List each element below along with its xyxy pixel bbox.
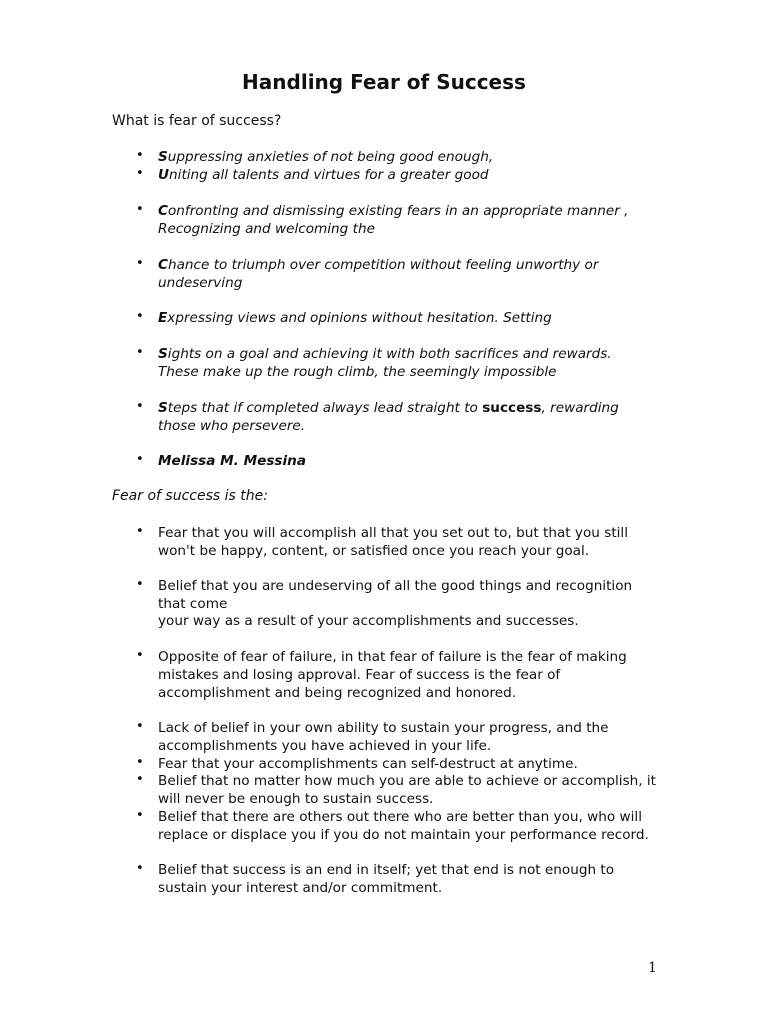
list-item [0,148,658,166]
item-text: Fear that you will accomplish all that you set out to, but that you still won't be happy, content, or satisfied once you reach your goal. [158,525,628,559]
item-text: teps that if completed always lead straight to [167,400,483,416]
item-text: Belief that there are others out there who are better than you, who will replace or displace you if you do not maintain your performance record. [158,809,649,843]
initial-letter: S [158,346,168,362]
initial-letter: S [158,149,168,165]
bullet-icon: • [136,166,144,181]
bullet-icon: • [136,309,144,324]
item-text: Belief that success is an end in itself; yet that end is not enough to sustain your interest and/or commitment. [158,862,615,896]
initial-letter: C [158,257,168,273]
list-item [0,648,646,702]
page-number: 1 [648,960,657,976]
list-item [0,772,658,808]
emphasis-success: success [482,400,542,416]
bullet-icon: • [136,808,144,823]
bullet-icon: • [136,648,144,663]
item-text: onfronting and dismissing existing fears in an appropriate manner , Recognizing and welcoming the [158,203,629,237]
initial-letter: S [158,400,168,416]
item-text: Belief that no matter how much you are able to achieve or accomplish, it will never be enough to sustain success. [158,773,657,807]
bullet-icon: • [136,399,144,414]
list-item [0,452,658,470]
page-title: Handling Fear of Success [242,70,526,94]
section-heading-fear-is: Fear of success is the: [112,488,268,504]
bullet-icon: • [136,148,144,163]
list-item [0,345,633,381]
list-item [0,755,658,773]
item-text-end: , rewarding those who persevere. [158,400,619,434]
list-item [0,524,643,560]
list-item [0,808,658,844]
bullet-icon: • [136,772,144,787]
bullet-icon: • [136,345,144,360]
list-item [0,719,628,755]
list-item [0,399,638,435]
item-text: uppressing anxieties of not being good enough, [167,149,494,165]
initial-letter: E [158,310,168,326]
item-text: hance to triumph over competition without feeling unworthy or undeserving [158,257,599,291]
initial-letter: C [158,203,168,219]
item-text: Belief that you are undeserving of all the good things and recognition that come [158,578,633,612]
list-item [0,577,648,613]
bullet-icon: • [136,719,144,734]
bullet-icon: • [136,524,144,539]
item-text: your way as a result of your accomplishments and successes. [158,613,579,629]
section-heading-what-is: What is fear of success? [112,113,282,129]
item-text: niting all talents and virtues for a greater good [169,167,489,183]
bullet-icon: • [136,861,144,876]
list-item [0,202,648,238]
item-text: Fear that your accomplishments can self-destruct at anytime. [158,756,578,772]
bullet-icon: • [136,755,144,770]
bullet-icon: • [136,202,144,217]
item-text: ights on a goal and achieving it with both sacrifices and rewards. These make up the rough climb, the seemingly impossible [158,346,612,380]
list-item-continuation [0,612,658,630]
list-item [0,166,658,184]
bullet-icon: • [136,256,144,271]
list-item [0,861,638,897]
item-text: Lack of belief in your own ability to sustain your progress, and the accomplishments you have achieved in your life. [158,720,609,754]
list-item [0,309,658,327]
item-text: Opposite of fear of failure, in that fear of failure is the fear of making mistakes and losing approval. Fear of success is the fear of accomplishment and being recognized and honored. [158,649,627,701]
author-name: Melissa M. Messina [158,453,307,469]
list-item [0,256,618,292]
bullet-icon: • [136,577,144,592]
initial-letter: U [158,167,170,183]
item-text: xpressing views and opinions without hesitation. Setting [167,310,552,326]
bullet-icon: • [136,452,144,467]
